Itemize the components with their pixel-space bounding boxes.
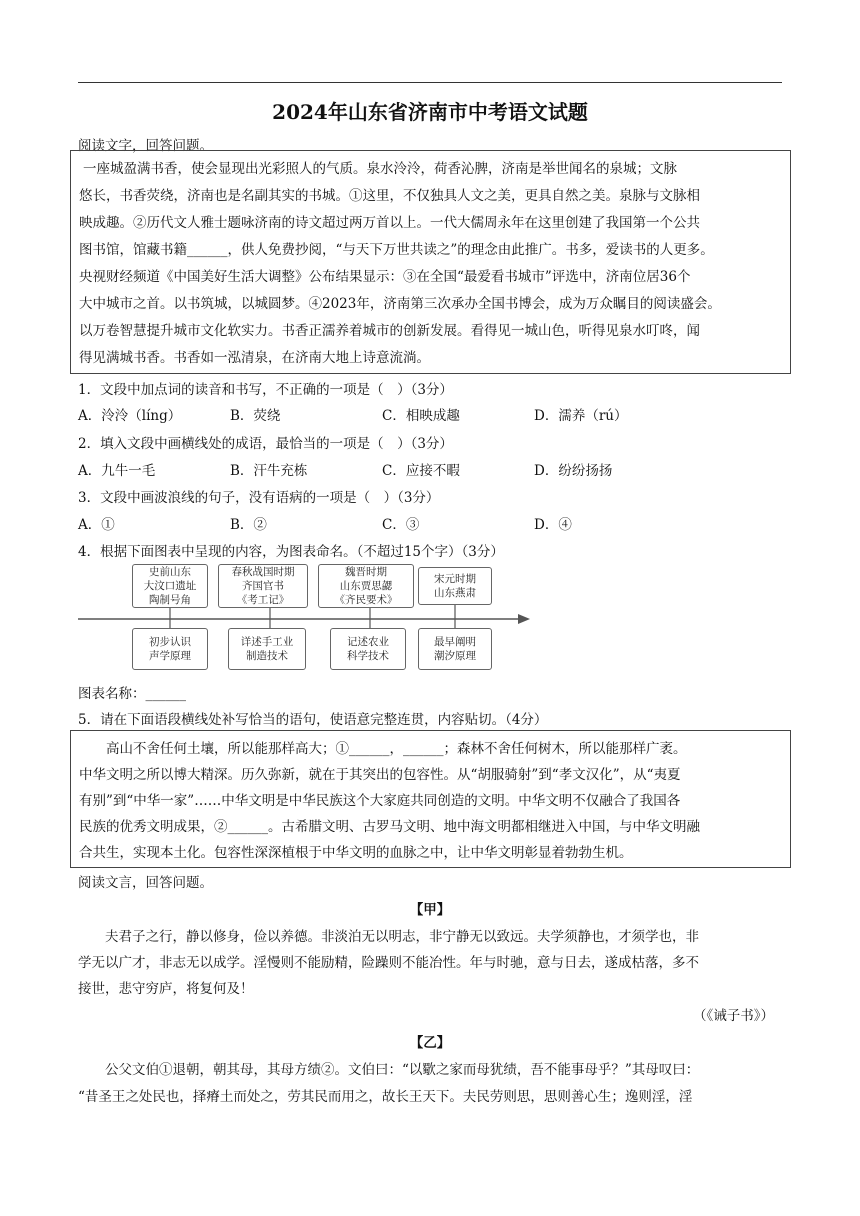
timeline-top-box: 魏晋时期 山东贾思勰 《齐民要术》 [318, 564, 414, 608]
q5-line: 中华文明之所以博大精深。历久弥新，就在于其突出的包容性。从“胡服骑射”到“孝文汉化”，从“夷夏 [79, 767, 681, 783]
q2-stem: 2．填入文段中画横线处的成语，最恰当的一项是（ ）（3分） [78, 436, 453, 452]
passage1-line: 得见满城书香。书香如一泓清泉，在济南大地上诗意流淌。 [79, 350, 430, 366]
q5-passage-box [70, 730, 791, 868]
q5-line: 合共生，实现本土化。包容性深深植根于中华文明的血脉之中，让中华文明彰显着勃勃生机。 [79, 845, 633, 861]
timeline-top-box: 史前山东 大汶口遗址 陶制号角 [132, 564, 208, 608]
jia-heading: 【甲】 [409, 902, 451, 918]
yi-heading: 【乙】 [409, 1035, 451, 1051]
jia-line: 夫君子之行，静以修身，俭以养德。非淡泊无以明志，非宁静无以致远。夫学须静也，才须学也，非 [78, 929, 699, 945]
passage1-line: 央视财经频道《中国美好生活大调整》公布结果显示：③在全国“最爱看书城市”评选中，济南位居36个 [79, 269, 691, 285]
passage1-line: 图书馆，馆藏书籍______，供人免费抄阅，“与天下万世共读之”的理念由此推广。书多，爱读书的人更多。 [79, 242, 714, 258]
timeline-arrow [518, 614, 530, 624]
q4-answer-label: 图表名称：______ [78, 686, 186, 702]
q1-option-a: A．泠泠（líng） [78, 408, 182, 424]
passage1-line: 映成趣。②历代文人雅士题咏济南的诗文超过两万首以上。一代大儒周永年在这里创建了我国第一个公共 [79, 215, 700, 231]
q3-option-c: C．③ [382, 517, 420, 533]
timeline-top-box: 宋元时期 山东燕肃 [418, 567, 492, 605]
q2-option-b: B．汗牛充栋 [230, 463, 308, 479]
q1-option-b: B．荧绕 [230, 408, 281, 424]
yi-line: “昔圣王之处民也，择瘠土而处之，劳其民而用之，故长王天下。夫民劳则思，思则善心生；逸则淫，淫 [78, 1089, 693, 1105]
q3-option-b: B．② [230, 517, 267, 533]
passage1-line: 一座城盈满书香，使会显现出光彩照人的气质。泉水泠泠，荷香沁脾，济南是举世闻名的泉城；文脉 [83, 161, 677, 177]
timeline-bottom-box: 记述农业 科学技术 [330, 628, 406, 670]
q1-option-d: D．濡养（rú） [534, 408, 628, 424]
passage1-box [70, 150, 791, 374]
section2-intro: 阅读文言，回答问题。 [78, 875, 213, 891]
jia-source: （《诫子书》） [693, 1008, 774, 1024]
yi-line: 公父文伯①退朝，朝其母，其母方绩②。文伯曰：“以歜之家而母犹绩，吾不能事母乎？”其母叹曰： [78, 1062, 700, 1078]
q3-stem: 3．文段中画波浪线的句子，没有语病的一项是（ ）（3分） [78, 490, 440, 506]
q1-stem: 1．文段中加点词的读音和书写，不正确的一项是（ ）（3分） [78, 382, 453, 398]
timeline-bottom-box: 详述手工业 制造技术 [228, 628, 306, 670]
timeline-top-box: 春秋战国时期 齐国官书 《考工记》 [218, 564, 308, 608]
page-title: 2024年山东省济南市中考语文试题 [272, 100, 588, 124]
q4-stem: 4．根据下面图表中呈现的内容，为图表命名。（不超过15个字）（3分） [78, 544, 504, 560]
q5-line: 高山不舍任何土壤，所以能那样高大；①______，______；森林不舍任何树木，所以能那样广袤。 [79, 741, 687, 757]
passage1-line: 以万卷智慧提升城市文化软实力。书香正濡养着城市的创新发展。看得见一城山色，听得见泉水叮咚，闻 [79, 323, 700, 339]
jia-line: 学无以广才，非志无以成学。淫慢则不能励精，险躁则不能冶性。年与时驰，意与日去，遂成枯落，多不 [78, 955, 699, 971]
section1-intro: 阅读文字，回答问题。 [78, 138, 213, 154]
q3-option-a: A．① [78, 517, 115, 533]
passage1-line: 悠长，书香荧绕，济南也是名副其实的书城。①这里，不仅独具人文之美，更具自然之美。泉脉与文脉相 [79, 188, 700, 204]
jia-line: 接世，悲守穷庐，将复何及！ [78, 981, 254, 997]
q1-option-c: C．相映成趣 [382, 408, 460, 424]
header-rule [78, 82, 782, 83]
timeline-bottom-box: 初步认识 声学原理 [132, 628, 208, 670]
q2-option-c: C．应接不暇 [382, 463, 460, 479]
q5-stem: 5．请在下面语段横线处补写恰当的语句，使语意完整连贯，内容贴切。（4分） [78, 712, 548, 728]
q3-option-d: D．④ [534, 517, 572, 533]
timeline-bottom-box: 最早阐明 潮汐原理 [418, 628, 492, 670]
q5-line: 有别”到“中华一家”……中华文明是中华民族这个大家庭共同创造的文明。中华文明不仅融合了我国各 [79, 793, 681, 809]
q2-option-d: D．纷纷扬扬 [534, 463, 613, 479]
q5-line: 民族的优秀文明成果，②______。古希腊文明、古罗马文明、地中海文明都相继进入中国，与中华文明融 [79, 819, 700, 835]
passage1-line: 大中城市之首。以书筑城，以城圆梦。④2023年，济南第三次承办全国书博会，成为万众瞩目的阅读盛会。 [79, 296, 721, 312]
q2-option-a: A．九牛一毛 [78, 463, 156, 479]
